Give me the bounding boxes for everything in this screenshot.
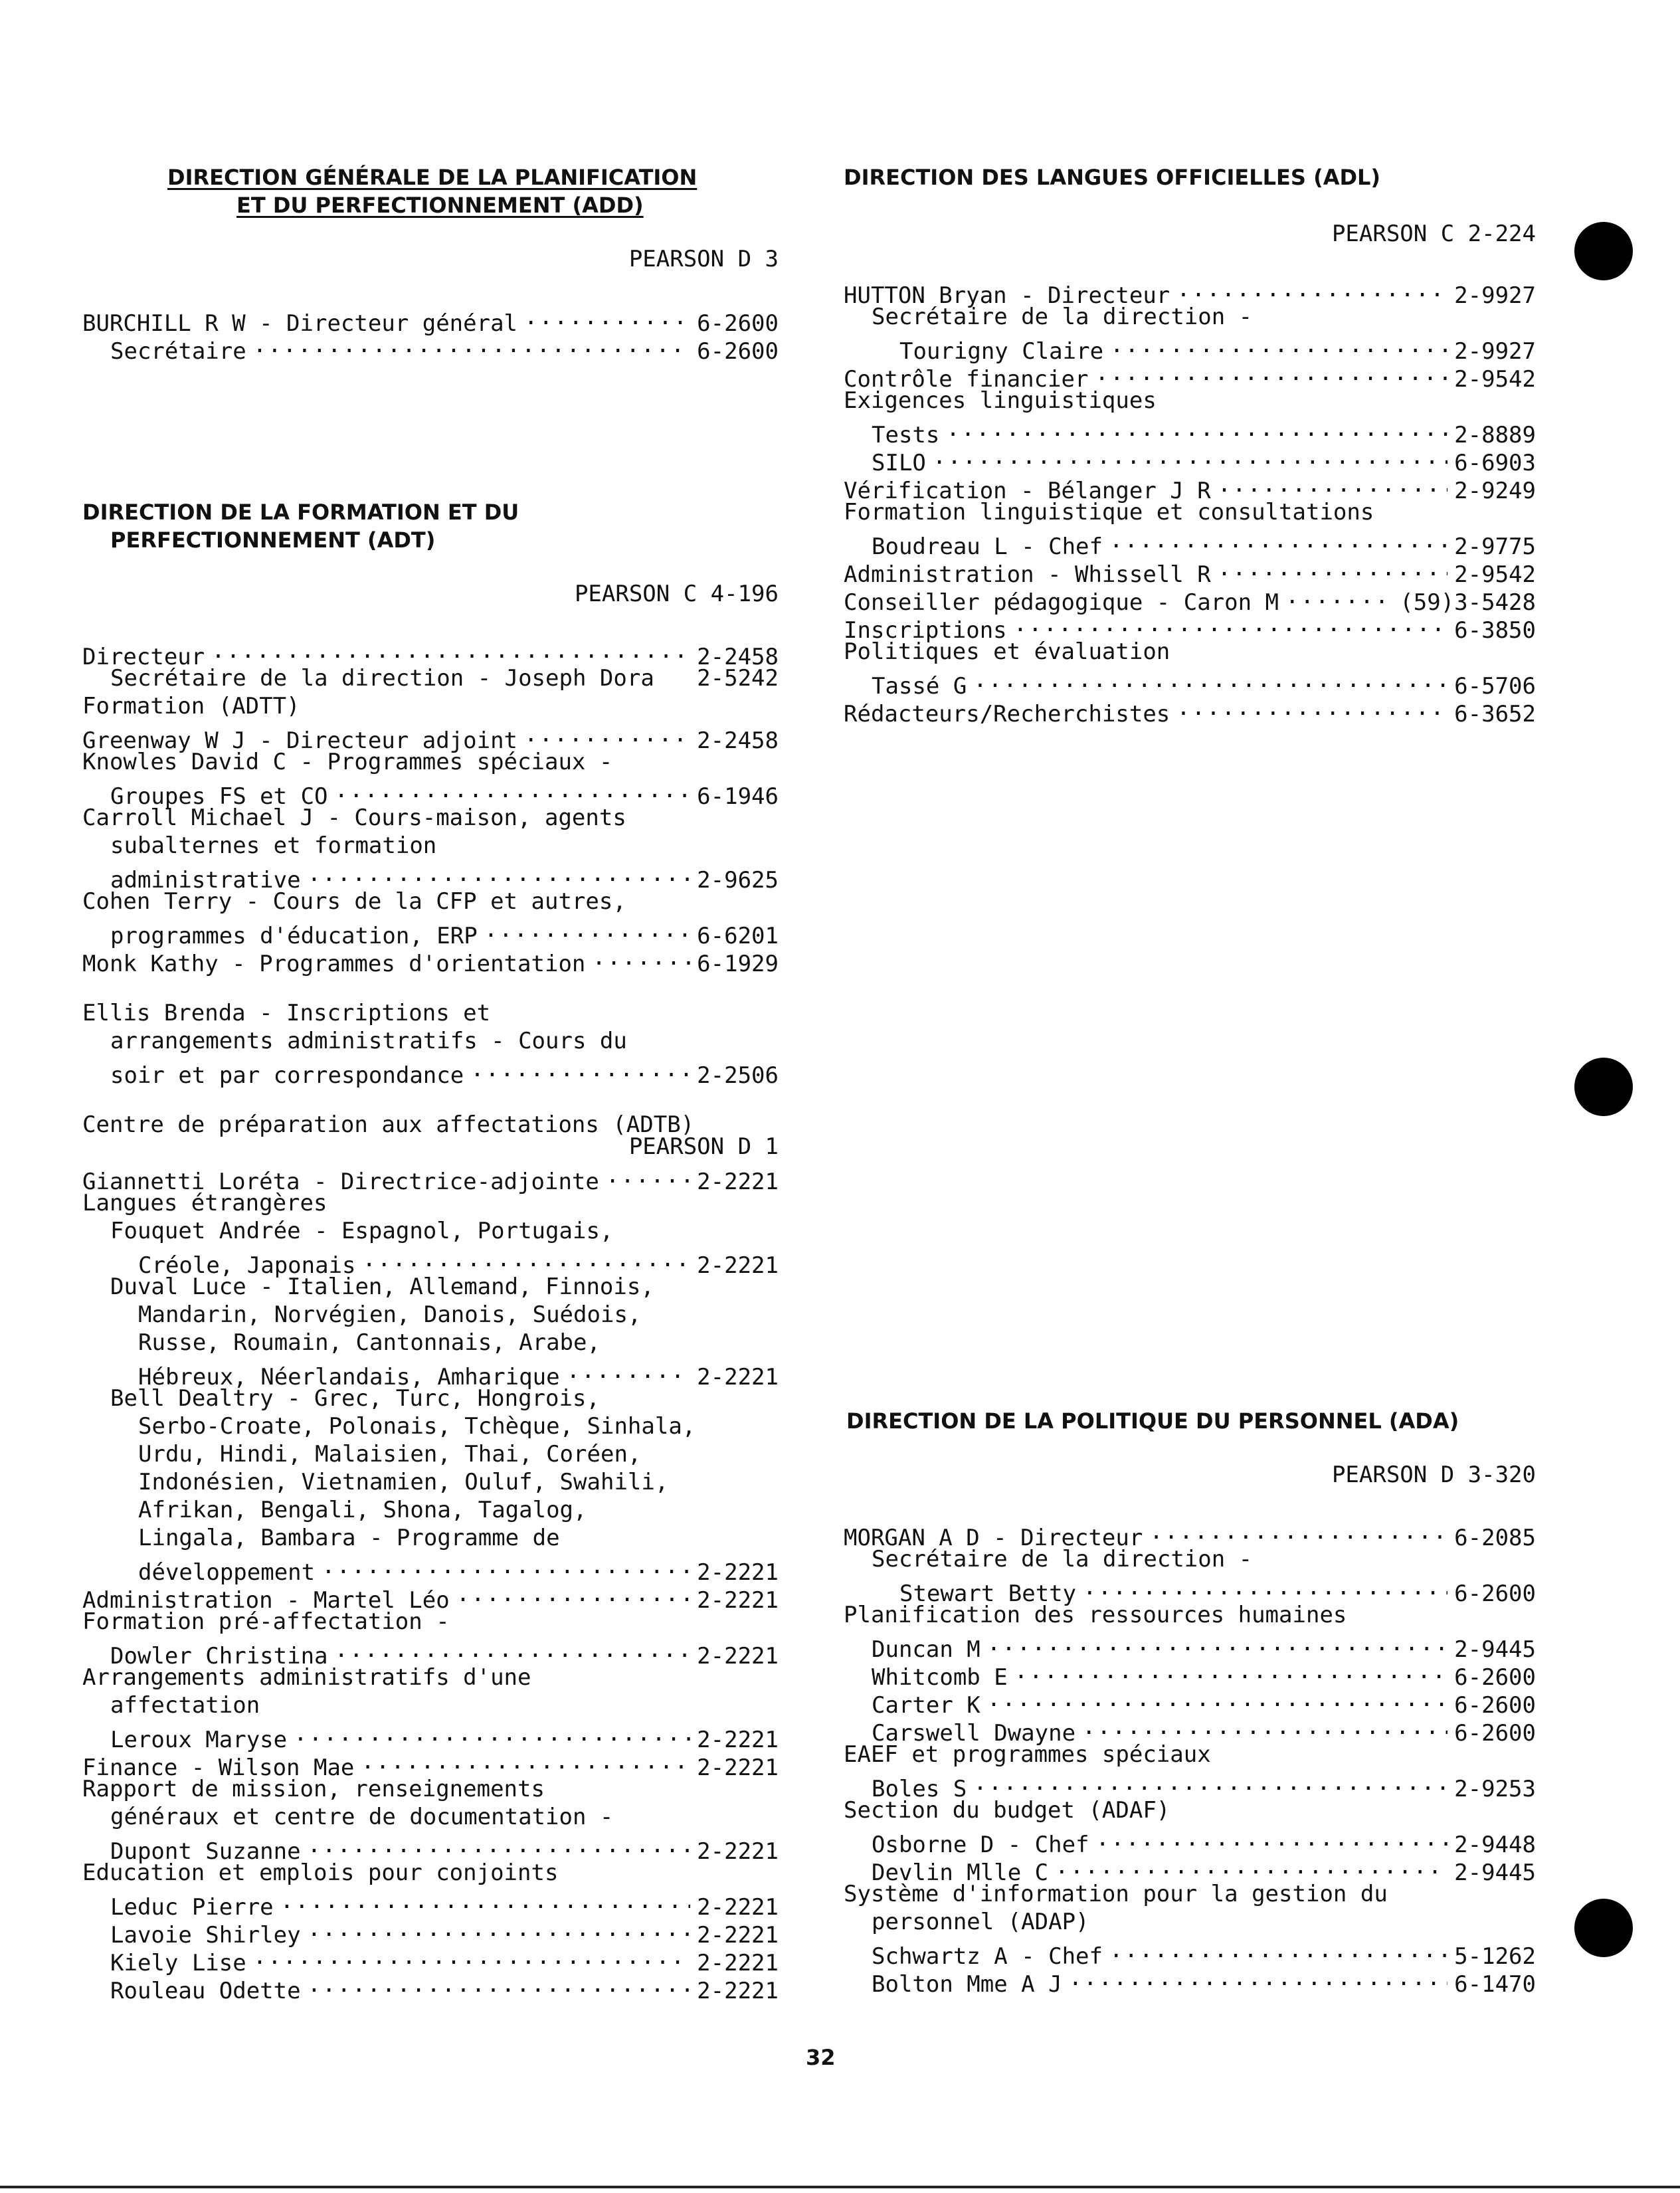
list-item — [82, 776, 779, 810]
leader-dots — [1014, 610, 1448, 638]
entry-label: Formation pré-affectation - — [82, 1608, 450, 1635]
leader-dots — [280, 1887, 691, 1915]
leader-dots — [1069, 1964, 1448, 1992]
leader-dots — [567, 1357, 691, 1384]
entry-label: Conseiller pédagogique - Caron M — [844, 589, 1279, 616]
phone-extension: (59)3-5428 — [1400, 589, 1536, 616]
list-item — [844, 1768, 1536, 1802]
list-item — [82, 1412, 779, 1440]
entry-label: Urdu, Hindi, Malaisien, Thai, Coréen, — [138, 1441, 642, 1468]
leader-dots — [308, 860, 691, 888]
phone-extension: 2-2221 — [697, 1364, 779, 1390]
list-item — [844, 1880, 1536, 1908]
list-item — [82, 1384, 779, 1412]
list-item — [844, 694, 1536, 727]
entry-label: généraux et centre de documentation - — [110, 1804, 614, 1830]
phone-extension: 6-6903 — [1454, 450, 1536, 476]
entry-label: Lavoie Shirley — [110, 1922, 301, 1949]
entry-label: Administration - Martel Léo — [82, 1587, 450, 1614]
entry-label: Dowler Christina — [110, 1643, 328, 1669]
entry-label: Rédacteurs/Recherchistes — [844, 701, 1170, 727]
list-item — [82, 664, 779, 692]
list-item — [82, 1803, 779, 1831]
entry-label: administrative — [110, 867, 301, 894]
heading-add-line2: ET DU PERFECTIONNEMENT (ADD) — [236, 193, 644, 218]
entry-label: Fouquet Andrée - Espagnol, Portugais, — [110, 1218, 614, 1244]
list-item — [82, 1329, 779, 1357]
leader-dots — [933, 442, 1447, 470]
entry-label: Formation linguistique et consultations — [844, 499, 1374, 525]
list-item — [82, 804, 779, 832]
entry-label: Boudreau L - Chef — [872, 533, 1103, 560]
phone-extension: 2-8889 — [1454, 422, 1536, 448]
phone-extension: 6-2085 — [1454, 1525, 1536, 1551]
entry-label: Giannetti Loréta - Directrice-adjointe — [82, 1169, 599, 1195]
phone-extension: 2-2221 — [697, 1894, 779, 1921]
entry-label: Duncan M — [872, 1636, 980, 1663]
entry-label: Leroux Maryse — [110, 1727, 288, 1753]
entry-label: Bolton Mme A J — [872, 1971, 1062, 1998]
punch-hole-middle — [1574, 1058, 1633, 1116]
list-item — [844, 610, 1536, 644]
list-item — [844, 1964, 1536, 1998]
entry-label: Indonésien, Vietnamien, Ouluf, Swahili, — [138, 1469, 669, 1495]
list-item — [844, 359, 1536, 393]
leader-dots — [1096, 1824, 1448, 1852]
leader-dots — [1218, 470, 1447, 498]
list-item — [82, 1887, 779, 1921]
leader-dots — [1109, 526, 1447, 554]
leader-dots — [294, 1719, 690, 1747]
list-item — [82, 1580, 779, 1614]
list-item — [82, 1970, 779, 2004]
list-item — [844, 1601, 1536, 1629]
list-item — [844, 1908, 1536, 1936]
list-item — [844, 526, 1536, 560]
list-item — [82, 1831, 779, 1865]
phone-extension: 6-2600 — [697, 338, 779, 365]
entry-label: Rouleau Odette — [110, 1978, 301, 2004]
leader-dots — [1083, 1573, 1447, 1601]
entry-label: Secrétaire de la direction - — [872, 1546, 1253, 1573]
list-item — [844, 1713, 1536, 1747]
bottom-edge-rule — [0, 2186, 1680, 2188]
list-item — [844, 1852, 1536, 1886]
entry-label: Duval Luce - Italien, Allemand, Finnois, — [110, 1274, 654, 1300]
phone-extension: 2-9253 — [1454, 1776, 1536, 1802]
entry-label: SILO — [872, 450, 926, 476]
entry-label: Formation (ADTT) — [82, 693, 300, 719]
leader-dots — [211, 636, 690, 664]
entry-label: Mandarin, Norvégien, Danois, Suédois, — [138, 1301, 642, 1328]
leader-dots — [973, 1768, 1447, 1796]
list-item — [82, 1775, 779, 1803]
list-item — [82, 1083, 779, 1111]
entry-label: HUTTON Bryan - Directeur — [844, 282, 1170, 309]
leader-dots — [987, 1629, 1447, 1657]
list-item — [82, 1552, 779, 1586]
list-item — [844, 1796, 1536, 1824]
entry-label: Secrétaire de la direction - — [872, 304, 1253, 330]
phone-extension: 2-2221 — [697, 1922, 779, 1949]
leader-dots — [1014, 1657, 1447, 1685]
phone-extension: 2-9542 — [1454, 561, 1536, 588]
entry-label: Carroll Michael J - Cours-maison, agents — [82, 805, 626, 831]
phone-extension: 2-9542 — [1454, 366, 1536, 393]
list-item — [844, 1685, 1536, 1719]
list-item — [82, 1691, 779, 1719]
entry-label: EAEF et programmes spéciaux — [844, 1741, 1211, 1768]
phone-extension: 6-1470 — [1454, 1971, 1536, 1998]
entry-label: MORGAN A D - Directeur — [844, 1525, 1143, 1551]
list-item — [82, 1055, 779, 1089]
list-item — [82, 1217, 779, 1245]
list-item — [82, 1747, 779, 1781]
leader-dots — [592, 943, 690, 971]
entry-label: Tourigny Claire — [899, 338, 1104, 365]
phone-extension: 2-9625 — [697, 867, 779, 894]
entry-label: Schwartz A - Chef — [872, 1943, 1103, 1970]
leader-dots — [946, 415, 1447, 442]
list-item — [82, 1664, 779, 1691]
entry-label: Boles S — [872, 1776, 967, 1802]
entry-label: Knowles David C - Programmes spéciaux - — [82, 749, 613, 775]
list-item — [82, 1301, 779, 1329]
entry-label: Administration - Whissell R — [844, 561, 1211, 588]
list-item — [844, 1824, 1536, 1858]
list-item — [82, 1357, 779, 1390]
entry-label: affectation — [110, 1692, 260, 1719]
entry-label: Serbo-Croate, Polonais, Tchèque, Sinhala, — [138, 1413, 696, 1440]
list-item — [82, 1273, 779, 1301]
phone-extension: 2-2221 — [697, 1559, 779, 1586]
entry-label: Devlin Mlle C — [872, 1859, 1049, 1886]
list-item — [82, 1245, 779, 1279]
list-item — [82, 943, 779, 977]
entry-label: Inscriptions — [844, 617, 1007, 644]
entry-label: Osborne D - Chef — [872, 1832, 1089, 1858]
list-item — [82, 832, 779, 860]
entry-label: soir et par correspondance — [110, 1062, 464, 1089]
heading-ada: DIRECTION DE LA POLITIQUE DU PERSONNEL (ADA) — [846, 1408, 1459, 1434]
leader-dots — [1218, 554, 1447, 582]
leader-dots — [1055, 1852, 1447, 1880]
list-item — [82, 720, 779, 754]
list-item — [844, 554, 1536, 588]
list-item — [844, 638, 1536, 666]
leader-dots — [335, 1636, 691, 1664]
list-item — [844, 1657, 1536, 1691]
entry-label: Politiques et évaluation — [844, 638, 1170, 665]
list-item — [844, 387, 1536, 415]
phone-extension: 6-2600 — [1454, 1720, 1536, 1747]
phone-extension: 2-9775 — [1454, 533, 1536, 560]
entry-label: Carter K — [872, 1692, 980, 1719]
leader-dots — [987, 1685, 1447, 1713]
phone-extension: 2-2221 — [697, 1950, 779, 1976]
entry-label: Dupont Suzanne — [110, 1838, 301, 1865]
building-adt: PEARSON C 4-196 — [574, 581, 779, 607]
list-item — [82, 331, 779, 365]
entry-label: Créole, Japonais — [138, 1252, 356, 1279]
leader-dots — [1082, 1713, 1447, 1741]
list-item — [844, 1741, 1536, 1768]
list-item — [844, 415, 1536, 448]
entry-label: Kiely Lise — [110, 1950, 246, 1976]
entry-label: Stewart Betty — [899, 1580, 1077, 1607]
list-item — [82, 1161, 779, 1195]
punch-hole-bottom — [1574, 1899, 1633, 1957]
building-ada: PEARSON D 3-320 — [1331, 1462, 1536, 1488]
leader-dots — [1176, 275, 1447, 303]
phone-extension: 6-2600 — [697, 310, 779, 337]
list-item — [82, 1468, 779, 1496]
heading-adl: DIRECTION DES LANGUES OFFICIELLES (ADL) — [844, 165, 1381, 190]
leader-dots — [253, 1943, 690, 1970]
list-item — [82, 692, 779, 720]
list-item — [844, 498, 1536, 526]
leader-dots — [1110, 331, 1447, 359]
phone-extension: 2-9448 — [1454, 1832, 1536, 1858]
leader-dots — [1109, 1936, 1447, 1964]
list-item — [82, 1496, 779, 1524]
leader-dots — [322, 1552, 690, 1580]
heading-adt-line2: PERFECTIONNEMENT (ADT) — [110, 527, 436, 553]
entry-label: Ellis Brenda - Inscriptions et — [82, 1000, 491, 1026]
entry-label: Directeur — [82, 644, 205, 670]
list-item — [82, 915, 779, 949]
list-item — [844, 331, 1536, 365]
entry-label: Arrangements administratifs d'une — [82, 1664, 531, 1691]
entry-label: Cohen Terry - Cours de la CFP et autres, — [82, 888, 626, 915]
phone-extension: 2-2221 — [697, 1252, 779, 1279]
entry-label: Système d'information pour la gestion du — [844, 1881, 1388, 1907]
leader-dots — [484, 915, 690, 943]
list-item — [82, 1859, 779, 1887]
phone-extension: 2-2458 — [697, 644, 779, 670]
list-item — [844, 275, 1536, 309]
building-adl: PEARSON C 2-224 — [1331, 221, 1536, 247]
entry-label: Planification des ressources humaines — [844, 1602, 1347, 1628]
list-item — [844, 442, 1536, 476]
entry-label: Section du budget (ADAF) — [844, 1797, 1170, 1824]
entry-label: arrangements administratifs - Cours du — [110, 1028, 627, 1054]
entry-label: Monk Kathy - Programmes d'orientation — [82, 951, 586, 977]
phone-extension: 6-5706 — [1454, 673, 1536, 700]
entry-label: Education et emplois pour conjoints — [82, 1859, 559, 1886]
leader-dots — [456, 1580, 690, 1608]
entry-label: Russe, Roumain, Cantonnais, Arabe, — [138, 1329, 601, 1356]
entry-label: Rapport de mission, renseignements — [82, 1776, 545, 1802]
list-item — [82, 999, 779, 1027]
list-item — [844, 1517, 1536, 1551]
leader-dots — [524, 303, 690, 331]
entry-label: développement — [138, 1559, 316, 1586]
phone-extension: 2-2221 — [697, 1727, 779, 1753]
phone-extension: 2-2221 — [697, 1643, 779, 1669]
phone-extension: 6-1929 — [697, 951, 779, 977]
list-item — [844, 303, 1536, 331]
entry-label: Carswell Dwayne — [872, 1720, 1076, 1747]
leader-dots — [308, 1970, 691, 1998]
list-item — [844, 1936, 1536, 1970]
phone-extension: 2-2458 — [697, 727, 779, 754]
list-item — [82, 1524, 779, 1552]
list-item — [82, 1915, 779, 1949]
entry-label: Finance - Wilson Mae — [82, 1755, 355, 1781]
leader-dots — [361, 1747, 690, 1775]
phone-extension: 2-2221 — [697, 1587, 779, 1614]
entry-label: Afrikan, Bengali, Shona, Tagalog, — [138, 1497, 587, 1523]
entry-label: programmes d'éducation, ERP — [110, 923, 478, 949]
phone-extension: 2-5242 — [697, 665, 779, 692]
list-item — [82, 971, 779, 999]
list-item — [844, 470, 1536, 504]
list-item — [82, 1719, 779, 1753]
leader-dots — [363, 1245, 691, 1273]
leader-dots — [973, 666, 1447, 694]
heading-adt-line1: DIRECTION DE LA FORMATION ET DU — [82, 500, 519, 525]
phone-extension: 2-9445 — [1454, 1636, 1536, 1663]
entry-label: Contrôle financier — [844, 366, 1089, 393]
leader-dots — [308, 1831, 691, 1859]
entry-label: Langues étrangères — [82, 1190, 327, 1216]
list-item — [82, 636, 779, 670]
list-item — [82, 1608, 779, 1636]
list-item — [844, 1629, 1536, 1663]
entry-label: Greenway W J - Directeur adjoint — [82, 727, 518, 754]
list-item — [82, 748, 779, 776]
phone-extension: 6-2600 — [1454, 1580, 1536, 1607]
leader-dots — [335, 776, 691, 804]
entry-label: Exigences linguistiques — [844, 387, 1157, 414]
phone-extension: 6-2600 — [1454, 1664, 1536, 1691]
list-item — [82, 1440, 779, 1468]
entry-label: Lingala, Bambara - Programme de — [138, 1525, 560, 1551]
phone-extension: 5-1262 — [1454, 1943, 1536, 1970]
leader-dots — [1149, 1517, 1447, 1545]
phone-extension: 2-9445 — [1454, 1859, 1536, 1886]
list-item — [82, 1943, 779, 1976]
entry-label: Whitcomb E — [872, 1664, 1008, 1691]
entry-label: BURCHILL R W - Directeur général — [82, 310, 518, 337]
entry-label: personnel (ADAP) — [872, 1909, 1089, 1935]
leader-dots — [253, 331, 690, 359]
entry-label: Secrétaire de la direction - Joseph Dora — [110, 665, 654, 692]
list-item — [844, 582, 1536, 616]
heading-add-line1: DIRECTION GÉNÉRALE DE LA PLANIFICATION — [167, 165, 698, 190]
building-adtb: PEARSON D 1 — [628, 1133, 779, 1160]
phone-extension: 2-2506 — [697, 1062, 779, 1089]
leader-dots — [606, 1161, 690, 1189]
list-item — [844, 1573, 1536, 1607]
entry-label: Centre de préparation aux affectations (ADTB) — [82, 1111, 695, 1138]
list-item — [82, 1636, 779, 1669]
leader-dots — [308, 1915, 691, 1943]
phone-extension: 2-9927 — [1454, 338, 1536, 365]
list-item — [82, 1027, 779, 1055]
leader-dots — [524, 720, 690, 748]
phone-extension: 2-2221 — [697, 1978, 779, 2004]
list-item — [82, 888, 779, 915]
page-number: 32 — [806, 2045, 836, 2070]
leader-dots — [1285, 582, 1393, 610]
list-item — [844, 1545, 1536, 1573]
entry-label: Tests — [872, 422, 940, 448]
entry-label: Vérification - Bélanger J R — [844, 478, 1211, 504]
entry-label: Tassé G — [872, 673, 967, 700]
leader-dots — [470, 1055, 690, 1083]
entry-label: Leduc Pierre — [110, 1894, 274, 1921]
phone-extension: 2-9249 — [1454, 478, 1536, 504]
phone-extension: 6-2600 — [1454, 1692, 1536, 1719]
entry-label: subalternes et formation — [110, 832, 437, 859]
phone-extension: 2-9927 — [1454, 282, 1536, 309]
leader-dots — [1095, 359, 1447, 387]
building-add: PEARSON D 3 — [628, 246, 779, 272]
list-item — [82, 1189, 779, 1217]
punch-hole-top — [1574, 222, 1633, 280]
entry-label: Groupes FS et CO — [110, 783, 328, 810]
entry-label: Hébreux, Néerlandais, Amharique — [138, 1364, 560, 1390]
leader-dots — [1176, 694, 1447, 721]
entry-label: Bell Dealtry - Grec, Turc, Hongrois, — [110, 1385, 600, 1412]
list-item — [82, 860, 779, 894]
phone-extension: 6-3850 — [1454, 617, 1536, 644]
phone-extension: 6-1946 — [697, 783, 779, 810]
list-item — [82, 303, 779, 337]
phone-extension: 2-2221 — [697, 1169, 779, 1195]
phone-extension: 6-3652 — [1454, 701, 1536, 727]
entry-label: Secrétaire — [110, 338, 246, 365]
phone-extension: 2-2221 — [697, 1755, 779, 1781]
list-item — [844, 666, 1536, 700]
phone-extension: 6-6201 — [697, 923, 779, 949]
phone-extension: 2-2221 — [697, 1838, 779, 1865]
